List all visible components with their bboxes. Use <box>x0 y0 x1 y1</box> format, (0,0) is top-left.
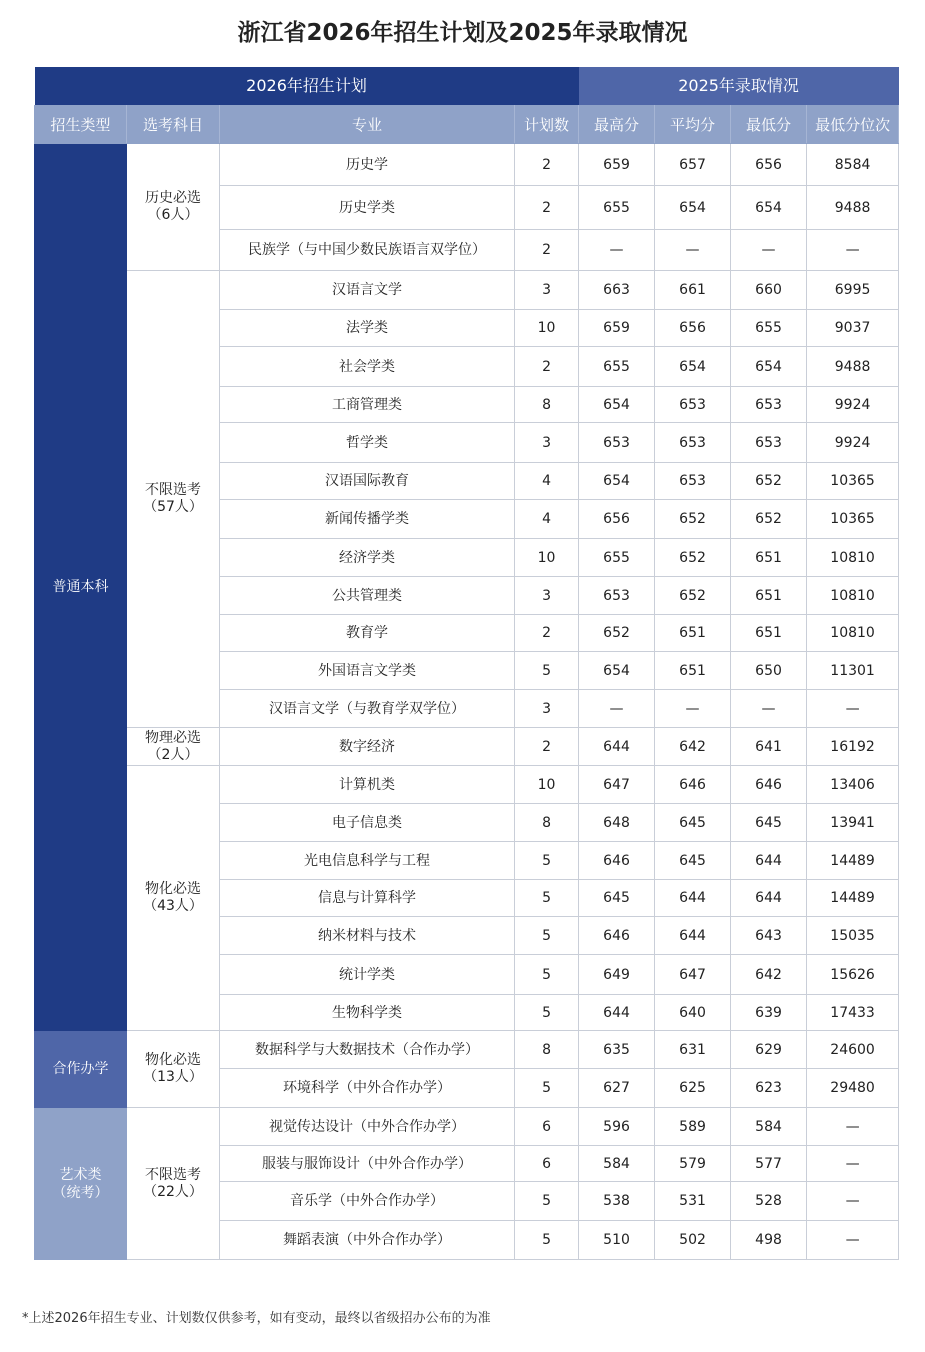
table-row <box>35 766 899 804</box>
table-row <box>35 728 899 766</box>
avg-score-cell: 656 <box>655 310 731 347</box>
min-score-cell: 651 <box>731 615 807 652</box>
major-cell: 音乐学（中外合作办学） <box>220 1182 515 1221</box>
plan-count-cell: 2 <box>515 230 579 271</box>
avg-score-cell: 652 <box>655 577 731 615</box>
major-cell: 纳米材料与技术 <box>220 917 515 955</box>
min-score-cell: — <box>731 690 807 728</box>
plan-count-cell: 5 <box>515 1221 579 1260</box>
min-score-cell: 660 <box>731 271 807 310</box>
min-rank-cell: 29480 <box>807 1069 899 1108</box>
avg-score-cell: 652 <box>655 500 731 539</box>
avg-score-cell: 625 <box>655 1069 731 1108</box>
plan-count-cell: 6 <box>515 1146 579 1182</box>
min-score-cell: 528 <box>731 1182 807 1221</box>
max-score-cell: 656 <box>579 500 655 539</box>
max-score-cell: 652 <box>579 615 655 652</box>
major-cell: 服装与服饰设计（中外合作办学） <box>220 1146 515 1182</box>
major-cell: 经济学类 <box>220 539 515 577</box>
table-row <box>35 1031 899 1069</box>
subject-quota: （43人） <box>143 898 203 914</box>
min-score-cell: 653 <box>731 387 807 423</box>
subject-requirement: 物化必选 <box>145 1052 201 1068</box>
plan-2026-header: 2026年招生计划 <box>35 67 579 106</box>
min-rank-cell: 13406 <box>807 766 899 804</box>
plan-count-cell: 2 <box>515 186 579 230</box>
major-cell: 法学类 <box>220 310 515 347</box>
min-rank-cell: 10810 <box>807 615 899 652</box>
max-score-cell: 510 <box>579 1221 655 1260</box>
min-rank-cell: 14489 <box>807 842 899 880</box>
plan-count-cell: 3 <box>515 271 579 310</box>
max-score-cell: 635 <box>579 1031 655 1069</box>
min-score-cell: 652 <box>731 500 807 539</box>
max-score-cell: — <box>579 690 655 728</box>
max-score-cell: 644 <box>579 728 655 766</box>
table-row <box>35 271 899 310</box>
min-rank-cell: 10365 <box>807 500 899 539</box>
min-rank-cell: — <box>807 1182 899 1221</box>
plan-count-cell: 5 <box>515 880 579 917</box>
subject-quota: （2人） <box>147 746 199 763</box>
max-score-cell: 655 <box>579 186 655 230</box>
avg-score-cell: 653 <box>655 423 731 463</box>
avg-score-cell: 653 <box>655 463 731 500</box>
avg-score-cell: — <box>655 690 731 728</box>
header-band-top <box>35 67 899 106</box>
subject-requirement: 不限选考 <box>145 482 201 498</box>
plan-count-cell: 8 <box>515 804 579 842</box>
major-cell: 历史学类 <box>220 186 515 230</box>
plan-count-cell: 2 <box>515 347 579 387</box>
plan-count-cell: 10 <box>515 539 579 577</box>
subject-requirement: 物理必选 <box>145 729 201 746</box>
min-score-cell: 645 <box>731 804 807 842</box>
page-title: 浙江省2026年招生计划及2025年录取情况 <box>237 20 688 46</box>
min-rank-cell: 14489 <box>807 880 899 917</box>
max-score-cell: 655 <box>579 347 655 387</box>
avg-score-cell: — <box>655 230 731 271</box>
major-cell: 计算机类 <box>220 766 515 804</box>
plan-count-cell: 4 <box>515 463 579 500</box>
max-score-cell: 654 <box>579 652 655 690</box>
min-rank-cell: 9924 <box>807 423 899 463</box>
avg-score-cell: 654 <box>655 186 731 230</box>
min-rank-cell: 8584 <box>807 144 899 186</box>
min-rank-cell: 9488 <box>807 347 899 387</box>
min-score-cell: 642 <box>731 955 807 995</box>
column-header-subject: 选考科目 <box>127 106 220 144</box>
min-score-cell: 577 <box>731 1146 807 1182</box>
category-label: 艺术类 <box>59 1166 102 1183</box>
admission-2025-header: 2025年录取情况 <box>579 67 899 106</box>
footnote: *上述2026年招生专业、计划数仅供参考，如有变动，最终以省级招办公布的为准 <box>22 1311 491 1326</box>
min-score-cell: 641 <box>731 728 807 766</box>
min-rank-cell: 6995 <box>807 271 899 310</box>
subject-quota: （57人） <box>143 499 203 515</box>
major-cell: 汉语言文学 <box>220 271 515 310</box>
min-rank-cell: 9924 <box>807 387 899 423</box>
category-cell <box>35 1031 127 1108</box>
min-rank-cell: — <box>807 1146 899 1182</box>
min-rank-cell: 13941 <box>807 804 899 842</box>
major-cell: 哲学类 <box>220 423 515 463</box>
major-cell: 汉语国际教育 <box>220 463 515 500</box>
min-rank-cell: — <box>807 1221 899 1260</box>
major-cell: 汉语言文学（与教育学双学位） <box>220 690 515 728</box>
major-cell: 视觉传达设计（中外合作办学） <box>220 1108 515 1146</box>
avg-score-cell: 642 <box>655 728 731 766</box>
category-label-sub: （统考） <box>52 1184 109 1201</box>
min-score-cell: 629 <box>731 1031 807 1069</box>
min-score-cell: 646 <box>731 766 807 804</box>
subject-group-cell <box>127 271 220 728</box>
max-score-cell: 584 <box>579 1146 655 1182</box>
min-score-cell: 623 <box>731 1069 807 1108</box>
avg-score-cell: 645 <box>655 804 731 842</box>
major-cell: 数据科学与大数据技术（合作办学） <box>220 1031 515 1069</box>
major-cell: 外国语言文学类 <box>220 652 515 690</box>
plan-count-cell: 8 <box>515 387 579 423</box>
major-cell: 工商管理类 <box>220 387 515 423</box>
max-score-cell: 653 <box>579 423 655 463</box>
min-rank-cell: 15626 <box>807 955 899 995</box>
max-score-cell: 645 <box>579 880 655 917</box>
major-cell: 信息与计算科学 <box>220 880 515 917</box>
plan-count-cell: 5 <box>515 995 579 1031</box>
plan-count-cell: 4 <box>515 500 579 539</box>
column-header-type: 招生类型 <box>35 106 127 144</box>
min-score-cell: 651 <box>731 539 807 577</box>
major-cell: 电子信息类 <box>220 804 515 842</box>
major-cell: 生物科学类 <box>220 995 515 1031</box>
avg-score-cell: 644 <box>655 917 731 955</box>
avg-score-cell: 645 <box>655 842 731 880</box>
min-rank-cell: 15035 <box>807 917 899 955</box>
subject-group-cell <box>127 1108 220 1260</box>
min-score-cell: 644 <box>731 842 807 880</box>
max-score-cell: 659 <box>579 310 655 347</box>
subject-requirement: 物化必选 <box>145 881 201 897</box>
min-rank-cell: 10365 <box>807 463 899 500</box>
min-score-cell: 584 <box>731 1108 807 1146</box>
plan-count-cell: 5 <box>515 652 579 690</box>
avg-score-cell: 647 <box>655 955 731 995</box>
plan-count-cell: 5 <box>515 1069 579 1108</box>
avg-score-cell: 640 <box>655 995 731 1031</box>
plan-count-cell: 2 <box>515 144 579 186</box>
min-rank-cell: 24600 <box>807 1031 899 1069</box>
max-score-cell: 646 <box>579 917 655 955</box>
min-score-cell: 498 <box>731 1221 807 1260</box>
min-rank-cell: 10810 <box>807 577 899 615</box>
min-score-cell: 639 <box>731 995 807 1031</box>
min-rank-cell: 11301 <box>807 652 899 690</box>
subject-quota: （22人） <box>143 1183 203 1200</box>
plan-count-cell: 2 <box>515 615 579 652</box>
plan-count-cell: 10 <box>515 766 579 804</box>
plan-count-cell: 5 <box>515 955 579 995</box>
major-cell: 教育学 <box>220 615 515 652</box>
min-rank-cell: — <box>807 1108 899 1146</box>
subject-group-cell <box>127 1031 220 1108</box>
plan-count-cell: 5 <box>515 917 579 955</box>
subject-quota: （13人） <box>143 1069 203 1085</box>
category-cell <box>35 144 127 1031</box>
max-score-cell: — <box>579 230 655 271</box>
subject-requirement: 历史必选 <box>145 190 201 206</box>
max-score-cell: 647 <box>579 766 655 804</box>
plan-count-cell: 2 <box>515 728 579 766</box>
major-cell: 新闻传播学类 <box>220 500 515 539</box>
column-header-max: 最高分 <box>579 106 655 144</box>
category-label: 普通本科 <box>52 579 109 595</box>
avg-score-cell: 651 <box>655 652 731 690</box>
major-cell: 统计学类 <box>220 955 515 995</box>
major-cell: 舞蹈表演（中外合作办学） <box>220 1221 515 1260</box>
avg-score-cell: 631 <box>655 1031 731 1069</box>
plan-count-cell: 3 <box>515 577 579 615</box>
max-score-cell: 659 <box>579 144 655 186</box>
min-rank-cell: 9037 <box>807 310 899 347</box>
major-cell: 光电信息科学与工程 <box>220 842 515 880</box>
min-rank-cell: — <box>807 690 899 728</box>
avg-score-cell: 653 <box>655 387 731 423</box>
major-cell: 历史学 <box>220 144 515 186</box>
column-header-major: 专业 <box>220 106 515 144</box>
min-score-cell: 652 <box>731 463 807 500</box>
max-score-cell: 596 <box>579 1108 655 1146</box>
avg-score-cell: 579 <box>655 1146 731 1182</box>
max-score-cell: 663 <box>579 271 655 310</box>
min-score-cell: 655 <box>731 310 807 347</box>
min-score-cell: 654 <box>731 347 807 387</box>
max-score-cell: 649 <box>579 955 655 995</box>
min-rank-cell: 9488 <box>807 186 899 230</box>
column-header-row <box>35 106 899 144</box>
max-score-cell: 538 <box>579 1182 655 1221</box>
min-score-cell: 644 <box>731 880 807 917</box>
plan-count-cell: 8 <box>515 1031 579 1069</box>
major-cell: 环境科学（中外合作办学） <box>220 1069 515 1108</box>
avg-score-cell: 644 <box>655 880 731 917</box>
min-score-cell: 653 <box>731 423 807 463</box>
plan-count-cell: 10 <box>515 310 579 347</box>
avg-score-cell: 589 <box>655 1108 731 1146</box>
admission-table <box>34 67 899 1260</box>
max-score-cell: 654 <box>579 463 655 500</box>
max-score-cell: 644 <box>579 995 655 1031</box>
column-header-avg: 平均分 <box>655 106 731 144</box>
major-cell: 民族学（与中国少数民族语言双学位） <box>220 230 515 271</box>
subject-group-cell <box>127 144 220 271</box>
subject-group-cell <box>127 766 220 1031</box>
max-score-cell: 654 <box>579 387 655 423</box>
table-row <box>35 1108 899 1146</box>
min-rank-cell: 17433 <box>807 995 899 1031</box>
subject-group-cell <box>127 728 220 766</box>
max-score-cell: 627 <box>579 1069 655 1108</box>
avg-score-cell: 502 <box>655 1221 731 1260</box>
category-label: 合作办学 <box>52 1061 109 1077</box>
min-score-cell: 656 <box>731 144 807 186</box>
major-cell: 公共管理类 <box>220 577 515 615</box>
category-cell <box>35 1108 127 1260</box>
max-score-cell: 648 <box>579 804 655 842</box>
column-header-plan: 计划数 <box>515 106 579 144</box>
max-score-cell: 646 <box>579 842 655 880</box>
avg-score-cell: 646 <box>655 766 731 804</box>
avg-score-cell: 661 <box>655 271 731 310</box>
min-score-cell: 651 <box>731 577 807 615</box>
plan-count-cell: 5 <box>515 842 579 880</box>
column-header-rank: 最低分位次 <box>807 106 899 144</box>
plan-count-cell: 6 <box>515 1108 579 1146</box>
min-rank-cell: 16192 <box>807 728 899 766</box>
max-score-cell: 653 <box>579 577 655 615</box>
major-cell: 社会学类 <box>220 347 515 387</box>
max-score-cell: 655 <box>579 539 655 577</box>
avg-score-cell: 652 <box>655 539 731 577</box>
min-score-cell: — <box>731 230 807 271</box>
subject-requirement: 不限选考 <box>145 1166 201 1183</box>
column-header-min: 最低分 <box>731 106 807 144</box>
min-score-cell: 650 <box>731 652 807 690</box>
min-rank-cell: — <box>807 230 899 271</box>
avg-score-cell: 657 <box>655 144 731 186</box>
avg-score-cell: 651 <box>655 615 731 652</box>
avg-score-cell: 531 <box>655 1182 731 1221</box>
plan-count-cell: 3 <box>515 690 579 728</box>
min-score-cell: 643 <box>731 917 807 955</box>
subject-quota: （6人） <box>147 207 199 223</box>
major-cell: 数字经济 <box>220 728 515 766</box>
avg-score-cell: 654 <box>655 347 731 387</box>
min-rank-cell: 10810 <box>807 539 899 577</box>
plan-count-cell: 5 <box>515 1182 579 1221</box>
table-row <box>35 144 899 186</box>
min-score-cell: 654 <box>731 186 807 230</box>
plan-count-cell: 3 <box>515 423 579 463</box>
